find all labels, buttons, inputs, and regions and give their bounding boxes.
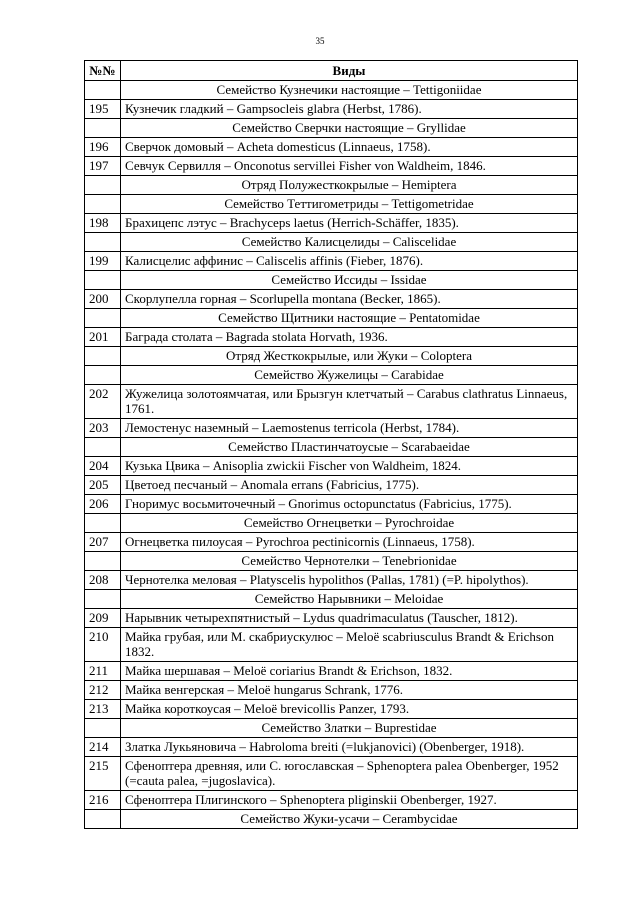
row-number: 207 [85, 533, 121, 552]
species-name: Баграда столата – Bagrada stolata Horvath, 1936. [121, 328, 578, 347]
row-number: 203 [85, 419, 121, 438]
species-row [85, 138, 578, 157]
species-name: Майка шершавая – Meloë coriarius Brandt & Erichson, 1832. [121, 662, 578, 681]
species-row [85, 757, 578, 791]
row-number [85, 719, 121, 738]
species-name: Цветоед песчаный – Anomala errans (Fabricius, 1775). [121, 476, 578, 495]
species-name: Нарывник четырехпятнистый – Lydus quadrimaculatus (Tauscher, 1812). [121, 609, 578, 628]
species-row [85, 791, 578, 810]
page-number: 35 [315, 36, 325, 46]
taxon-heading-row [85, 590, 578, 609]
row-number [85, 514, 121, 533]
row-number: 205 [85, 476, 121, 495]
species-name: Сфеноптера Плигинского – Sphenoptera pliginskii Obenberger, 1927. [121, 791, 578, 810]
row-number [85, 438, 121, 457]
row-number: 204 [85, 457, 121, 476]
species-row [85, 495, 578, 514]
taxon-heading: Семейство Сверчки настоящие – Gryllidae [121, 119, 578, 138]
header-species: Виды [121, 61, 578, 81]
row-number [85, 176, 121, 195]
species-row [85, 252, 578, 271]
taxon-heading-row [85, 552, 578, 571]
taxon-heading-row [85, 81, 578, 100]
row-number [85, 366, 121, 385]
species-row [85, 214, 578, 233]
species-name: Калисцелис аффинис – Caliscelis affinis (Fieber, 1876). [121, 252, 578, 271]
taxon-heading-row [85, 514, 578, 533]
species-row [85, 100, 578, 119]
row-number [85, 347, 121, 366]
row-number: 206 [85, 495, 121, 514]
species-row [85, 533, 578, 552]
species-row [85, 609, 578, 628]
species-row [85, 681, 578, 700]
taxon-heading-row [85, 233, 578, 252]
row-number: 213 [85, 700, 121, 719]
row-number: 196 [85, 138, 121, 157]
species-row [85, 290, 578, 309]
row-number [85, 590, 121, 609]
row-number: 211 [85, 662, 121, 681]
species-name: Сверчок домовый – Acheta domesticus (Linnaeus, 1758). [121, 138, 578, 157]
species-row [85, 700, 578, 719]
row-number: 208 [85, 571, 121, 590]
taxon-heading: Семейство Пластинчатоусые – Scarabaeidae [121, 438, 578, 457]
taxon-heading-row [85, 195, 578, 214]
species-name: Златка Лукьяновича – Habroloma breiti (=lukjanovici) (Obenberger, 1918). [121, 738, 578, 757]
row-number: 200 [85, 290, 121, 309]
species-row [85, 157, 578, 176]
species-table [84, 60, 578, 829]
species-row [85, 328, 578, 347]
taxon-heading-row [85, 366, 578, 385]
species-name: Кузька Цвика – Anisoplia zwickii Fischer von Waldheim, 1824. [121, 457, 578, 476]
taxon-heading: Отряд Жесткокрылые, или Жуки – Coloptera [121, 347, 578, 366]
taxon-heading-row [85, 347, 578, 366]
species-name: Жужелица золотоямчатая, или Брызгун клетчатый – Carabus clathratus Linnaeus, 1761. [121, 385, 578, 419]
species-name: Севчук Сервилля – Onconotus servillei Fisher von Waldheim, 1846. [121, 157, 578, 176]
row-number [85, 810, 121, 829]
species-row [85, 419, 578, 438]
row-number: 216 [85, 791, 121, 810]
row-number: 214 [85, 738, 121, 757]
species-name: Скорлупелла горная – Scorlupella montana (Becker, 1865). [121, 290, 578, 309]
taxon-heading: Семейство Чернотелки – Tenebrionidae [121, 552, 578, 571]
row-number: 199 [85, 252, 121, 271]
table-body [85, 81, 578, 829]
row-number: 209 [85, 609, 121, 628]
species-name: Гноримус восьмиточечный – Gnorimus octopunctatus (Fabricius, 1775). [121, 495, 578, 514]
taxon-heading: Семейство Калисцелиды – Caliscelidae [121, 233, 578, 252]
taxon-heading-row [85, 719, 578, 738]
species-name: Сфеноптера древняя, или С. югославская – Sphenoptera palea Obenberger, 1952 (=cauta palea, =jugoslavica). [121, 757, 578, 791]
species-name: Майка венгерская – Meloë hungarus Schrank, 1776. [121, 681, 578, 700]
taxon-heading: Семейство Жуки-усачи – Cerambycidae [121, 810, 578, 829]
row-number [85, 309, 121, 328]
row-number: 215 [85, 757, 121, 791]
species-row [85, 662, 578, 681]
taxon-heading-row [85, 438, 578, 457]
species-row [85, 571, 578, 590]
taxon-heading: Семейство Иссиды – Issidae [121, 271, 578, 290]
taxon-heading: Семейство Златки – Buprestidae [121, 719, 578, 738]
taxon-heading: Семейство Кузнечики настоящие – Tettigoniidae [121, 81, 578, 100]
taxon-heading: Семейство Щитники настоящие – Pentatomidae [121, 309, 578, 328]
header-number: №№ [85, 61, 121, 81]
species-name: Кузнечик гладкий – Gampsocleis glabra (Herbst, 1786). [121, 100, 578, 119]
row-number: 212 [85, 681, 121, 700]
species-name: Брахицепс лэтус – Brachyceps laetus (Herrich-Schäffer, 1835). [121, 214, 578, 233]
species-row [85, 457, 578, 476]
row-number [85, 81, 121, 100]
row-number [85, 195, 121, 214]
row-number: 201 [85, 328, 121, 347]
species-row [85, 385, 578, 419]
taxon-heading-row [85, 119, 578, 138]
taxon-heading: Отряд Полужесткокрылые – Hemiptera [121, 176, 578, 195]
species-name: Майка грубая, или М. скабриускулюс – Meloë scabriusculus Brandt & Erichson 1832. [121, 628, 578, 662]
row-number: 202 [85, 385, 121, 419]
species-name: Майка короткоусая – Meloë brevicollis Panzer, 1793. [121, 700, 578, 719]
row-number: 198 [85, 214, 121, 233]
species-row [85, 738, 578, 757]
species-name: Лемостенус наземный – Laemostenus terricola (Herbst, 1784). [121, 419, 578, 438]
row-number [85, 233, 121, 252]
taxon-heading: Семейство Теттигометриды – Tettigometridae [121, 195, 578, 214]
row-number: 197 [85, 157, 121, 176]
taxon-heading-row [85, 271, 578, 290]
taxon-heading: Семейство Жужелицы – Carabidae [121, 366, 578, 385]
taxon-heading-row [85, 309, 578, 328]
row-number: 210 [85, 628, 121, 662]
row-number [85, 119, 121, 138]
species-row [85, 628, 578, 662]
taxon-heading-row [85, 810, 578, 829]
row-number: 195 [85, 100, 121, 119]
species-name: Огнецветка пилоусая – Pyrochroa pectinicornis (Linnaeus, 1758). [121, 533, 578, 552]
taxon-heading: Семейство Огнецветки – Pyrochroidae [121, 514, 578, 533]
row-number [85, 552, 121, 571]
taxon-heading-row [85, 176, 578, 195]
taxon-heading: Семейство Нарывники – Meloidae [121, 590, 578, 609]
table-header-row [85, 61, 578, 81]
species-name: Чернотелка меловая – Platyscelis hypolithos (Pallas, 1781) (=P. hipolythos). [121, 571, 578, 590]
species-row [85, 476, 578, 495]
row-number [85, 271, 121, 290]
